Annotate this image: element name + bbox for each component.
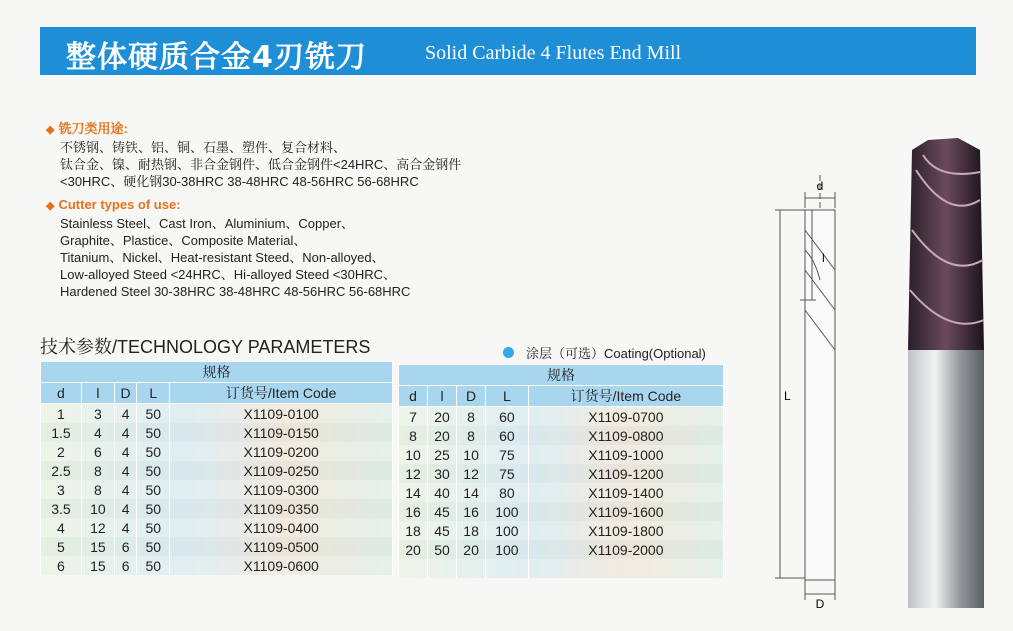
coated-flutes xyxy=(908,138,984,350)
table-cell: X1109-1800 xyxy=(528,521,723,540)
usage-en-heading-text: Cutter types of use: xyxy=(58,197,181,212)
table-cell: 20 xyxy=(428,407,457,427)
table-cell: 18 xyxy=(399,521,428,540)
tech-params-title: 技术参数/TECHNOLOGY PARAMETERS xyxy=(40,337,371,357)
table-row xyxy=(399,540,724,559)
table-cell: 100 xyxy=(486,521,529,540)
col-header-item-code: 订货号/Item Code xyxy=(528,386,723,407)
table-group-header: 规格 xyxy=(399,365,724,386)
col-header-d: d xyxy=(41,383,82,404)
table-row xyxy=(399,502,724,521)
table-row xyxy=(399,407,724,427)
table-cell: 4 xyxy=(81,423,114,442)
usage-zh-line: 钛合金、镍、耐热钢、非合金钢件、低合金钢件<24HRC、高合金钢件 xyxy=(60,157,462,172)
table-cell: 50 xyxy=(137,556,170,575)
table-cell: X1109-0300 xyxy=(170,480,393,499)
usage-en-line: Low-alloyed Steed <24HRC、Hi-alloyed Steed <30HRC、 xyxy=(60,267,397,282)
usage-en-line: Hardened Steel 30-38HRC 38-48HRC 48-56HRC 56-68HRC xyxy=(60,284,411,299)
table-cell: 6 xyxy=(41,556,82,575)
table-cell: 100 xyxy=(486,502,529,521)
usage-zh-heading-text: 铣刀类用途: xyxy=(58,121,128,136)
table-cell xyxy=(428,559,457,578)
col-header-l: l xyxy=(428,386,457,407)
spec-table-right xyxy=(398,364,724,578)
coating-label: 涂层（可选）Coating(Optional) xyxy=(526,346,706,361)
table-cell: 4 xyxy=(114,423,136,442)
table-cell: 60 xyxy=(486,407,529,427)
table-cell: 50 xyxy=(137,518,170,537)
table-cell: 16 xyxy=(457,502,486,521)
table-cell: X1109-0700 xyxy=(528,407,723,427)
table-cell: 50 xyxy=(428,540,457,559)
table-cell: 50 xyxy=(137,442,170,461)
table-cell xyxy=(457,559,486,578)
table-cell: 75 xyxy=(486,464,529,483)
table-row xyxy=(399,464,724,483)
table-cell: 4 xyxy=(114,461,136,480)
usage-en-heading xyxy=(46,196,586,215)
col-header-L: L xyxy=(137,383,170,404)
table-cell: 3 xyxy=(81,404,114,424)
table-cell: X1109-1600 xyxy=(528,502,723,521)
table-cell: 10 xyxy=(457,445,486,464)
table-cell: 50 xyxy=(137,537,170,556)
table-row xyxy=(399,426,724,445)
table-cell: 100 xyxy=(486,540,529,559)
table-cell: 8 xyxy=(457,426,486,445)
table-row xyxy=(399,559,724,578)
table-row xyxy=(399,445,724,464)
table-cell: 18 xyxy=(457,521,486,540)
table-cell: 6 xyxy=(114,556,136,575)
table-cell: 14 xyxy=(399,483,428,502)
table-cell: 20 xyxy=(428,426,457,445)
shank xyxy=(908,350,984,608)
table-cell: X1109-0600 xyxy=(170,556,393,575)
table-cell: 3.5 xyxy=(41,499,82,518)
table-cell: 50 xyxy=(137,404,170,424)
table-cell: X1109-2000 xyxy=(528,540,723,559)
table-group-header: 规格 xyxy=(41,362,393,383)
label-D: D xyxy=(815,597,825,610)
table-cell: 4 xyxy=(114,404,136,424)
col-header-D: D xyxy=(457,386,486,407)
table-cell: 50 xyxy=(137,423,170,442)
title-banner xyxy=(40,27,976,75)
diamond-bullet-icon: ◆ xyxy=(46,200,55,212)
diamond-bullet-icon: ◆ xyxy=(46,124,55,136)
table-cell: 75 xyxy=(486,445,529,464)
table-cell: 60 xyxy=(486,426,529,445)
end-mill-photo xyxy=(888,110,988,615)
table-cell: 2.5 xyxy=(41,461,82,480)
table-cell: 50 xyxy=(137,499,170,518)
table-cell: 3 xyxy=(41,480,82,499)
table-cell: X1109-0350 xyxy=(170,499,393,518)
table-cell: 16 xyxy=(399,502,428,521)
table-cell: 8 xyxy=(457,407,486,427)
table-cell: X1109-0500 xyxy=(170,537,393,556)
end-mill-drawing xyxy=(760,170,890,610)
table-cell: X1109-0200 xyxy=(170,442,393,461)
table-cell: 40 xyxy=(428,483,457,502)
table-row xyxy=(399,521,724,540)
col-header-L: L xyxy=(486,386,529,407)
table-row xyxy=(41,499,393,518)
table-cell xyxy=(486,559,529,578)
table-cell: 4 xyxy=(114,480,136,499)
table-cell: 12 xyxy=(81,518,114,537)
table-cell: X1109-0800 xyxy=(528,426,723,445)
col-header-l: l xyxy=(81,383,114,404)
table-cell: 6 xyxy=(81,442,114,461)
table-cell: 4 xyxy=(114,499,136,518)
table-cell: 4 xyxy=(41,518,82,537)
table-cell: 2 xyxy=(41,442,82,461)
table-cell: 5 xyxy=(41,537,82,556)
table-cell: 45 xyxy=(428,502,457,521)
usage-en-line: Titanium、Nickel、Heat-resistant Steed、Non-alloyed、 xyxy=(60,250,385,265)
table-cell: X1109-0250 xyxy=(170,461,393,480)
table-cell: 1.5 xyxy=(41,423,82,442)
table-row xyxy=(41,423,393,442)
tool-outline xyxy=(805,210,835,580)
label-d: d xyxy=(816,179,824,193)
table-cell: 4 xyxy=(114,518,136,537)
table-row xyxy=(41,480,393,499)
table-cell: 80 xyxy=(486,483,529,502)
usage-en-line: Graphite、Plastice、Composite Material、 xyxy=(60,233,307,248)
coating-dot-icon xyxy=(503,347,514,358)
table-cell: 7 xyxy=(399,407,428,427)
title-zh: 整体硬质合金4刃铣刀 xyxy=(66,40,367,75)
col-header-d: d xyxy=(399,386,428,407)
table-cell: 15 xyxy=(81,556,114,575)
table-cell: 30 xyxy=(428,464,457,483)
table-cell: 50 xyxy=(137,461,170,480)
usage-section xyxy=(46,120,586,300)
table-cell: 14 xyxy=(457,483,486,502)
table-row xyxy=(41,537,393,556)
table-cell: 8 xyxy=(81,461,114,480)
table-cell: X1109-0150 xyxy=(170,423,393,442)
label-l: l xyxy=(822,251,825,265)
label-L: L xyxy=(784,389,791,403)
table-cell: 10 xyxy=(399,445,428,464)
table-cell: 4 xyxy=(114,442,136,461)
table-cell: 20 xyxy=(457,540,486,559)
table-cell: X1109-1000 xyxy=(528,445,723,464)
table-row xyxy=(41,461,393,480)
table-cell: 12 xyxy=(457,464,486,483)
table-cell: 25 xyxy=(428,445,457,464)
table-row xyxy=(41,404,393,424)
table-row xyxy=(41,518,393,537)
table-cell: 15 xyxy=(81,537,114,556)
usage-zh-line: 不锈钢、铸铁、铝、铜、石墨、塑件、复合材料、 xyxy=(60,140,347,155)
table-row xyxy=(41,556,393,575)
table-cell: 45 xyxy=(428,521,457,540)
usage-zh-line: <30HRC、硬化钢30-38HRC 38-48HRC 48-56HRC 56-68HRC xyxy=(60,174,419,189)
title-en: Solid Carbide 4 Flutes End Mill xyxy=(425,42,682,64)
table-cell xyxy=(528,559,723,578)
usage-en-line: Stainless Steel、Cast Iron、Aluminium、Copper、 xyxy=(60,216,355,231)
table-cell: 8 xyxy=(399,426,428,445)
table-row xyxy=(399,483,724,502)
table-cell: 20 xyxy=(399,540,428,559)
table-row xyxy=(41,442,393,461)
table-cell: 1 xyxy=(41,404,82,424)
table-cell: 50 xyxy=(137,480,170,499)
col-header-D: D xyxy=(114,383,136,404)
table-cell: 10 xyxy=(81,499,114,518)
spec-table-left xyxy=(40,361,393,575)
table-cell: 8 xyxy=(81,480,114,499)
table-cell xyxy=(399,559,428,578)
table-cell: X1109-1400 xyxy=(528,483,723,502)
table-cell: 12 xyxy=(399,464,428,483)
col-header-item-code: 订货号/Item Code xyxy=(170,383,393,404)
usage-zh-heading xyxy=(46,120,586,139)
table-cell: X1109-0100 xyxy=(170,404,393,424)
table-cell: X1109-1200 xyxy=(528,464,723,483)
table-cell: 6 xyxy=(114,537,136,556)
coating-note xyxy=(503,343,706,362)
table-cell: X1109-0400 xyxy=(170,518,393,537)
